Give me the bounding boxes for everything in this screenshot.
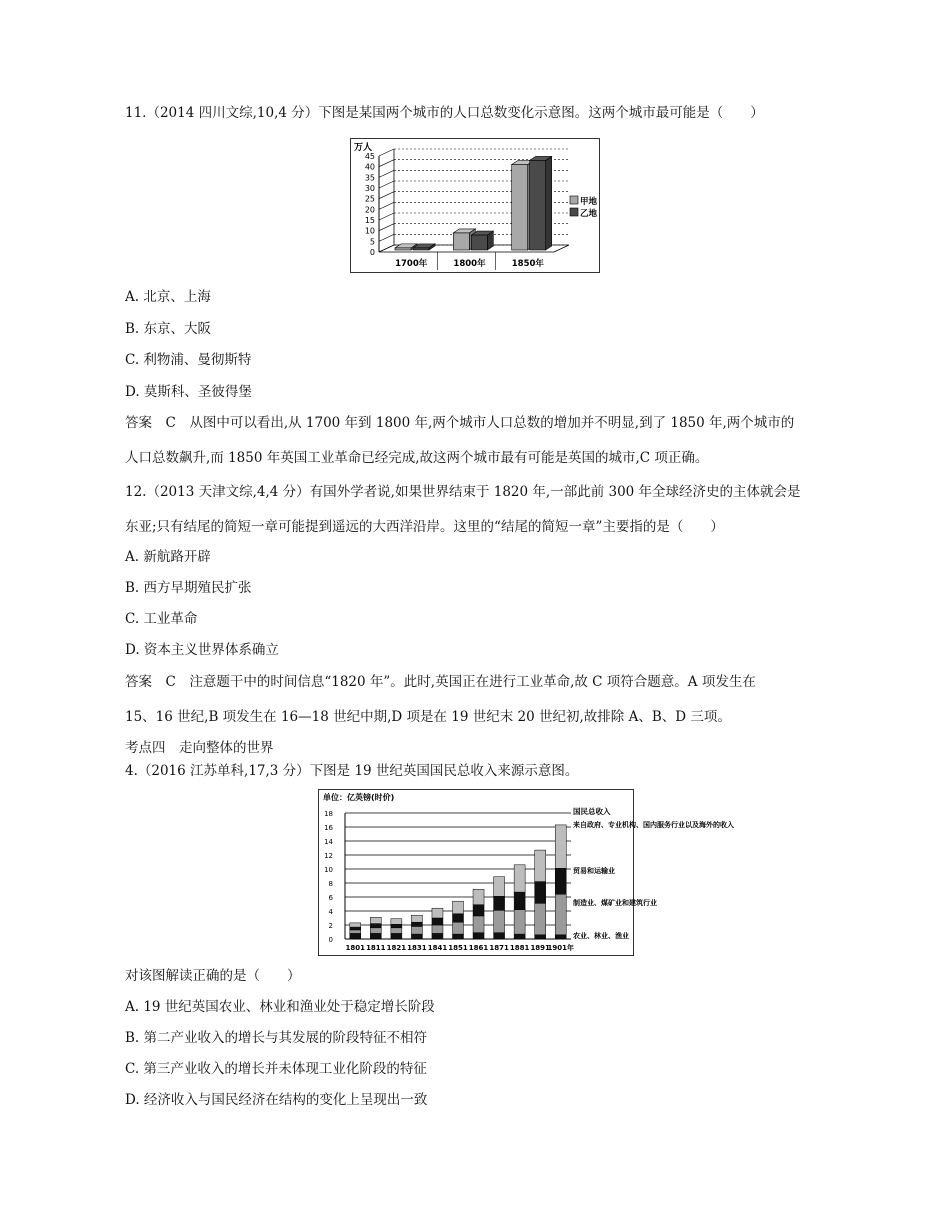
x-tick-label: 1850年: [511, 259, 544, 269]
legend-label: 乙地: [580, 209, 598, 219]
y-tick-label: 0: [369, 248, 375, 257]
q4-prompt: 对该图解读正确的是（ ）: [125, 968, 301, 984]
bar-segment: [555, 935, 566, 939]
bar-segment: [535, 935, 546, 939]
bar: [395, 248, 411, 250]
legend-total: 国民总收入: [573, 807, 611, 816]
q12-option-d: D. 资本主义世界体系确立: [125, 642, 279, 658]
q11-option-d: D. 莫斯科、圣彼得堡: [125, 384, 252, 400]
q4-option-b: B. 第二产业收入的增长与其发展的阶段特征不相符: [125, 1030, 428, 1046]
q12-option-c: C. 工业革命: [125, 611, 198, 627]
bar-segment: [514, 865, 525, 892]
bar-segment: [473, 889, 484, 904]
y-axis-label: 单位：亿英镑(时价): [323, 793, 395, 802]
y-tick-label: 4: [328, 908, 333, 916]
bar-segment: [453, 922, 464, 934]
x-tick-label: 1811: [366, 944, 386, 952]
bar-segment: [391, 919, 402, 925]
legend-label: 甲地: [580, 197, 598, 207]
q12-option-b: B. 西方早期殖民扩张: [125, 580, 252, 596]
section-heading: 考点四 走向整体的世界: [125, 740, 274, 756]
y-tick-label: 10: [364, 226, 375, 236]
gridline-side: [379, 224, 394, 231]
bar-segment: [432, 908, 443, 918]
q12-stem-line1: 12.（2013 天津文综,4,4 分）有国外学者说,如果世界结束于 1820 年,一部此前 300 年全球经济史的主体就会是: [125, 484, 801, 500]
y-tick-label: 8: [328, 880, 333, 888]
q4-option-c: C. 第三产业收入的增长并未体现工业化阶段的特征: [125, 1061, 427, 1077]
y-tick-label: 0: [328, 936, 333, 944]
x-tick-label: 1801: [345, 944, 366, 952]
bar-segment: [370, 917, 381, 923]
legend-swatch: [570, 196, 578, 204]
q11-answer-line2: 人口总数飙升,而 1850 年英国工业革命已经完成,故这两个城市最有可能是英国的城市,C 项正确。: [125, 450, 709, 466]
bar: [471, 235, 487, 250]
y-tick-label: 16: [324, 824, 333, 832]
bar-segment: [432, 918, 443, 925]
q11-option-a: A. 北京、上海: [125, 289, 211, 305]
chart-city-population-svg: [351, 139, 599, 272]
bar-segment: [391, 933, 402, 939]
x-tick-label: 1800年: [453, 259, 486, 269]
bar-segment: [391, 928, 402, 934]
bar-segment: [350, 933, 361, 939]
y-tick-label: 25: [364, 194, 375, 204]
legend-label: 贸易和运输业: [573, 867, 615, 875]
bar-segment: [453, 901, 464, 914]
gridline-side: [379, 149, 394, 156]
bar-segment: [411, 926, 422, 934]
bar-segment: [494, 877, 505, 897]
gridline-side: [379, 234, 394, 241]
bar-segment: [453, 914, 464, 922]
x-tick-label: 1831: [407, 944, 427, 952]
y-tick-label: 15: [364, 216, 375, 225]
q11-option-c: C. 利物浦、曼彻斯特: [125, 352, 252, 368]
bar-segment: [535, 903, 546, 935]
x-tick-label: 1821: [386, 944, 407, 952]
legend-swatch: [570, 208, 578, 216]
legend-label: 制造业、煤矿业和建筑行业: [573, 899, 657, 907]
y-tick-label: 10: [324, 866, 333, 874]
y-tick-label: 5: [369, 237, 375, 247]
bar-segment: [473, 933, 484, 939]
x-tick-label: 1861: [468, 944, 489, 952]
bar-segment: [535, 882, 546, 904]
x-tick-label: 1841: [427, 944, 448, 952]
bar: [530, 160, 546, 250]
chart-national-income: [318, 789, 734, 956]
bar-segment: [350, 923, 361, 927]
y-tick-label: 40: [364, 162, 375, 172]
y-axis-label: 万人: [354, 143, 373, 153]
y-tick-label: 12: [324, 852, 333, 860]
q4-option-d: D. 经济收入与国民经济在结构的变化上呈现出一致: [125, 1092, 428, 1108]
q12-answer-line2: 15、16 世纪,B 项发生在 16—18 世纪中期,D 项是在 19 世纪末 20 世纪初,故排除 A、B、D 三项。: [125, 709, 731, 725]
bar: [453, 233, 469, 250]
legend-label: 来自政府、专业机构、国内服务行业以及海外的收入: [573, 821, 734, 829]
y-tick-label: 20: [364, 205, 375, 215]
bar-segment: [350, 927, 361, 930]
gridline-side: [379, 202, 394, 209]
q4-option-a: A. 19 世纪英国农业、林业和渔业处于稳定增长阶段: [125, 999, 435, 1015]
x-tick-label: 1891: [530, 944, 550, 952]
gridline-side: [379, 181, 394, 188]
gridline-side: [379, 192, 394, 199]
y-tick-label: 35: [364, 173, 375, 183]
bar-segment: [432, 925, 443, 933]
bar-segment: [514, 910, 525, 935]
chart-city-population: [350, 138, 600, 273]
bar-segment: [494, 896, 505, 910]
bar-segment: [473, 916, 484, 933]
bar-segment: [453, 934, 464, 939]
bar-segment: [391, 924, 402, 928]
legend-label: 农业、林业、渔业: [573, 932, 629, 940]
bar-segment: [411, 934, 422, 939]
bar: [413, 248, 429, 250]
bar-segment: [555, 894, 566, 935]
bar-segment: [370, 924, 381, 928]
y-tick-label: 2: [328, 922, 333, 930]
q12-answer-line1: 答案 C 注意题干中的时间信息“1820 年”。此时,英国正在进行工业革命,故 C 项符合题意。A 项发生在: [125, 674, 756, 690]
bar-segment: [370, 928, 381, 934]
bar-segment: [432, 933, 443, 939]
bar-segment: [411, 915, 422, 922]
q11-option-b: B. 东京、大阪: [125, 321, 212, 337]
q4-stem: 4.（2016 江苏单科,17,3 分）下图是 19 世纪英国国民总收入来源示意图。: [125, 763, 579, 779]
bar-segment: [370, 933, 381, 939]
bar-segment: [555, 825, 566, 868]
chart-national-income-svg: [319, 790, 734, 955]
bar-segment: [514, 892, 525, 910]
q11-answer-line1: 答案 C 从图中可以看出,从 1700 年到 1800 年,两个城市人口总数的增加并不明显,到了 1850 年,两个城市的: [125, 415, 795, 431]
x-tick-label: 1901年: [547, 944, 574, 952]
y-tick-label: 6: [328, 894, 333, 902]
bar-segment: [350, 930, 361, 934]
y-tick-label: 14: [324, 838, 333, 846]
y-tick-label: 18: [324, 810, 333, 818]
x-tick-label: 1881: [509, 944, 530, 952]
q12-option-a: A. 新航路开辟: [125, 549, 211, 565]
bar-segment: [473, 905, 484, 916]
gridline-side: [379, 213, 394, 220]
x-tick-label: 1851: [448, 944, 468, 952]
bar-segment: [514, 934, 525, 939]
y-tick-label: 45: [364, 152, 375, 161]
x-tick-label: 1871: [489, 944, 509, 952]
bar: [512, 165, 528, 250]
gridline-side: [379, 160, 394, 167]
q12-stem-line2: 东亚;只有结尾的简短一章可能提到遥远的大西洋沿岸。这里的“结尾的简短一章”主要指的是（ ）: [125, 519, 724, 535]
q11-stem: 11.（2014 四川文综,10,4 分）下图是某国两个城市的人口总数变化示意图。这两个城市最可能是（ ）: [125, 105, 764, 121]
bar-segment: [494, 910, 505, 932]
bar-segment: [535, 850, 546, 882]
x-tick-label: 1700年: [395, 259, 428, 269]
bar-segment: [494, 933, 505, 939]
gridline-side: [379, 170, 394, 177]
bar-segment: [411, 922, 422, 926]
bar-segment: [555, 868, 566, 894]
y-tick-label: 30: [364, 184, 375, 193]
bar-side: [546, 156, 552, 250]
